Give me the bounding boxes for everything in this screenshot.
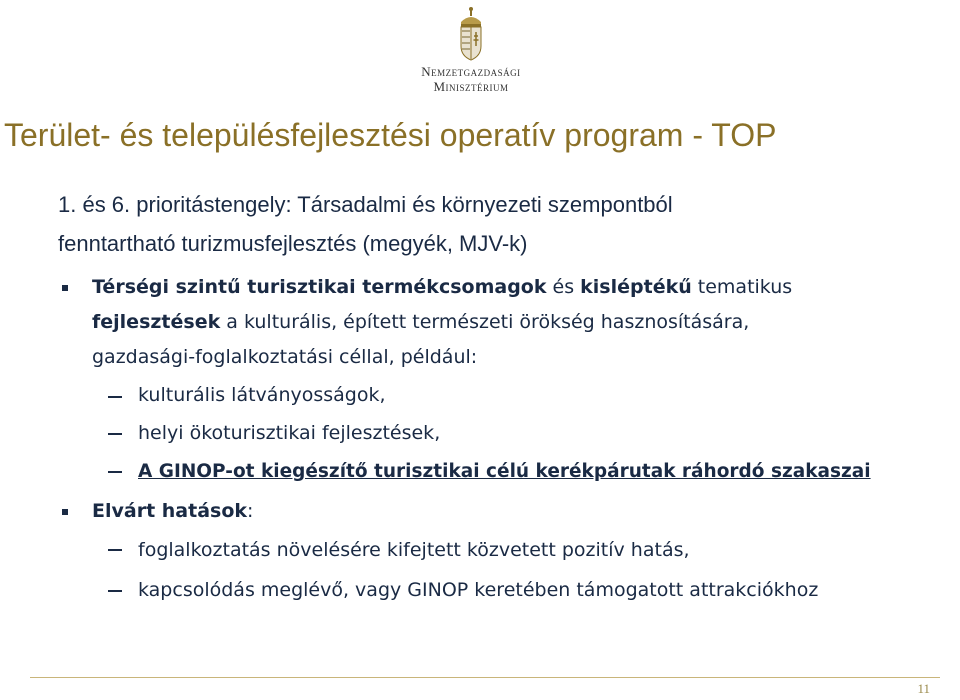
bullet2-subitem: foglalkoztatás növelésére kifejtett közvetett pozitív hatás,	[138, 539, 690, 561]
bullet1-subitem: kulturális látványosságok,	[138, 384, 386, 406]
bullet2-label	[92, 500, 952, 522]
subtitle-line1: 1. és 6. prioritástengely: Társadalmi és környezeti szempontból	[58, 192, 673, 217]
page-title: Terület- és településfejlesztési operatív program - TOP	[4, 117, 777, 153]
bullet-marker	[62, 285, 68, 291]
footer-divider	[30, 677, 940, 678]
bullet1-subitem: helyi ökoturisztikai fejlesztések,	[138, 422, 441, 444]
dash-marker	[108, 549, 122, 551]
page-number: 11	[917, 681, 930, 696]
ministry-name-line1: Nemzetgazdasági	[421, 64, 521, 79]
dash-marker	[108, 433, 122, 435]
ministry-logo	[0, 0, 960, 100]
bullet1-tail: tematikus	[691, 276, 793, 298]
bullet2-label-tail: :	[247, 500, 254, 522]
bullet1-mid: és	[546, 276, 581, 298]
bullet-marker	[62, 509, 68, 515]
bullet1-bold-b: kisléptékű	[580, 276, 692, 298]
coat-of-arms-icon	[458, 6, 484, 62]
subtitle-line2: fenntartható turizmusfejlesztés (megyék, MJV-k)	[58, 231, 528, 256]
bullet1-subitem-highlighted: A GINOP-ot kiegészítő turisztikai célú kerékpárutak ráhordó szakaszai	[138, 461, 871, 482]
bullet1-line3: gazdasági-foglalkoztatási céllal, például:	[92, 346, 478, 368]
dash-marker	[108, 396, 122, 398]
bullet1-line2-tail: a kulturális, épített természeti örökség hasznosítására,	[220, 311, 750, 333]
bullet1-line2	[92, 311, 952, 333]
bullet1-line1	[92, 276, 952, 298]
bullet1-bold-a: Térségi szintű turisztikai termékcsomagok	[92, 276, 547, 298]
dash-marker	[108, 471, 122, 473]
bullet1-line2-bold: fejlesztések	[92, 311, 221, 333]
bullet2-subitem: kapcsolódás meglévő, vagy GINOP keretében támogatott attrakciókhoz	[138, 579, 819, 601]
ministry-name-line2: Minisztérium	[433, 79, 509, 94]
bullet2-label-bold: Elvárt hatások	[92, 500, 248, 522]
dash-marker	[108, 590, 122, 592]
